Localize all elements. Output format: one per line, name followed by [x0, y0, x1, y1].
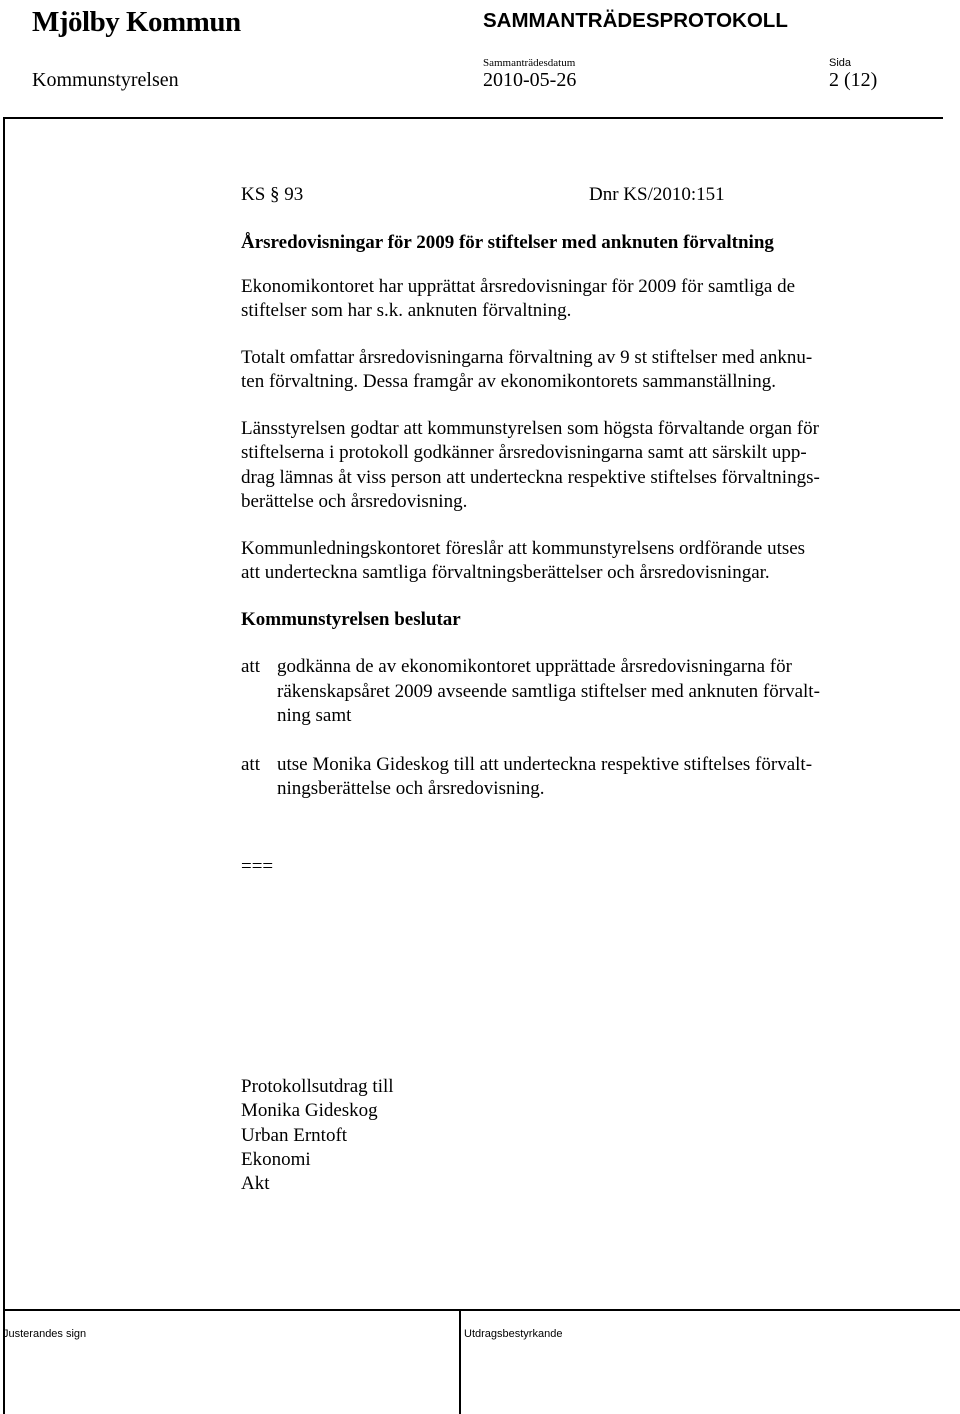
case-number: KS § 93 [241, 184, 304, 205]
case-title: Årsredovisningar för 2009 för stiftelser med anknuten förvaltning [241, 232, 774, 253]
page-number: 2 (12) [829, 69, 878, 91]
decision-heading: Kommunstyrelsen beslutar [241, 608, 461, 630]
paragraph-background [241, 275, 891, 324]
signature-label: Justerandes sign [3, 1328, 87, 1340]
distribution-recipient: Urban Erntoft [241, 1124, 348, 1146]
paragraph-county-board [241, 417, 891, 515]
footer-left-rule [3, 1309, 5, 1414]
decision-keyword: att [241, 753, 260, 775]
paragraph-line: drag lämnas åt viss person att underteckna respektive stiftelses förvaltnings- [241, 466, 820, 488]
footer-divider [459, 1309, 461, 1414]
section-separator: === [241, 855, 274, 877]
paragraph-line: ten förvaltning. Dessa framgår av ekonomikontorets sammanställning. [241, 371, 777, 392]
paragraph-line: att underteckna samtliga förvaltningsberättelser och årsredovisningar. [241, 562, 770, 583]
distribution-recipient: Monika Gideskog [241, 1100, 378, 1122]
distribution-list [241, 1075, 891, 1196]
paragraph-line: Totalt omfattar årsredovisningarna förvaltning av 9 st stiftelser med anknu- [241, 346, 813, 368]
case-header [241, 183, 891, 207]
paragraph-line: stiftelserna i protokoll godkänner årsredovisningarna samt att särskilt upp- [241, 442, 807, 463]
footer-top-rule [3, 1309, 960, 1311]
paragraph-line: berättelse och årsredovisning. [241, 491, 468, 512]
decision-line: utse Monika Gideskog till att underteckna respektive stiftelses förvalt- [277, 753, 813, 775]
decision-line: godkänna de av ekonomikontoret upprättade årsredovisningarna för [277, 656, 792, 677]
distribution-heading: Protokollsutdrag till [241, 1076, 394, 1097]
extract-certification-label: Utdragsbestyrkande [464, 1328, 563, 1340]
meeting-date-label: Sammanträdesdatum [483, 57, 576, 69]
decision-keyword: att [241, 656, 260, 677]
distribution-recipient: Akt [241, 1173, 270, 1195]
decision-item [241, 753, 891, 802]
paragraph-line: Kommunledningskontoret föreslår att kommunstyrelsens ordförande utses [241, 537, 806, 559]
paragraph-line: Länsstyrelsen godtar att kommunstyrelsen som högsta förvaltande organ för [241, 417, 819, 439]
paragraph-proposal [241, 537, 891, 586]
meeting-date: 2010-05-26 [483, 69, 577, 91]
protocol-body [241, 183, 891, 1196]
decision-text [277, 753, 891, 802]
case-reference: Dnr KS/2010:151 [589, 184, 725, 205]
header-rule [3, 117, 943, 119]
page-label: Sida [829, 57, 852, 69]
distribution-recipient: Ekonomi [241, 1148, 311, 1170]
left-margin-rule [3, 117, 5, 1309]
document-type: SAMMANTRÄDESPROTOKOLL [483, 9, 788, 32]
decision-line: räkenskapsåret 2009 avseende samtliga stiftelser med anknuten förvalt- [277, 680, 820, 702]
paragraph-line: Ekonomikontoret har upprättat årsredovisningar för 2009 för samtliga de [241, 275, 796, 297]
paragraph-scope [241, 346, 891, 395]
committee-name: Kommunstyrelsen [32, 69, 179, 91]
paragraph-line: stiftelser som har s.k. anknuten förvaltning. [241, 300, 572, 321]
decision-text [277, 655, 891, 729]
organization-name: Mjölby Kommun [32, 6, 241, 38]
decision-line: ning samt [277, 705, 352, 726]
decision-item [241, 655, 891, 729]
decision-line: ningsberättelse och årsredovisning. [277, 778, 545, 799]
